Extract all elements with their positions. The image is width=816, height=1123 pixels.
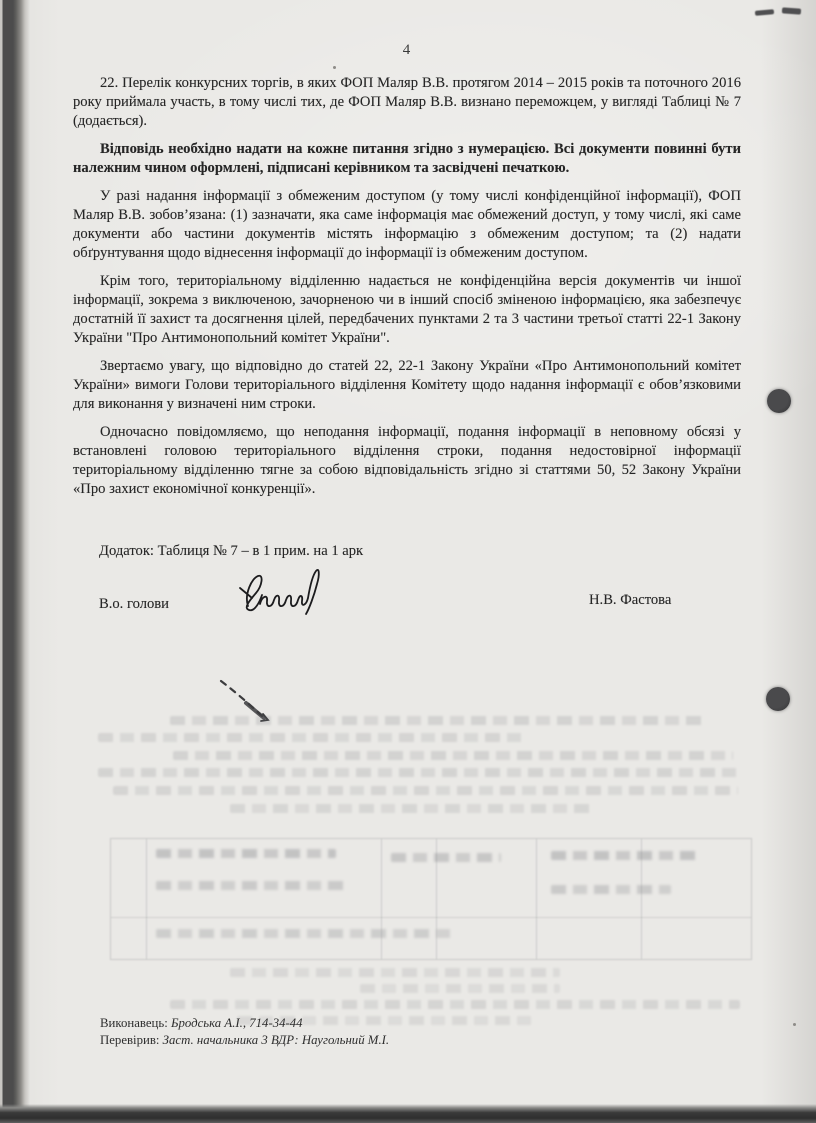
body-paragraph: 22. Перелік конкурсних торгів, в яких ФОП Маляр В.В. протягом 2014 – 2015 років та поточного 2016 року приймала участь, в тому числі тих, де ФОП Маляр В.В. визнано переможцем, у вигляді Таблиці № 7 (додається). [73,75,741,129]
bleedthrough-line [170,1000,740,1009]
body-paragraph: Звертаємо увагу, що відповідно до статей 22, 22-1 Закону України «Про Антимонопольний комітет України» вимоги Голови територіального відділення Комітету щодо надання інформації є обов’язковими для виконання у визначені ним строки. [73,358,741,412]
executor-value: Бродська А.І., 714-34-44 [170,1016,303,1030]
signatory-name: Н.В. Фастова [589,592,672,608]
corner-pen-mark [755,9,774,16]
signatory-position-label: В.о. голови [99,596,169,612]
body-paragraph: Одночасно повідомляємо, що неподання інформації, подання інформації в неповному обсязі у встановлені головою територіального відділення строки, подання недостовірної інформації територіальному відділенню тягне за собою відповідальність згідно зі статтями 50, 52 Закону України «Про захист економічної конкуренції». [73,424,741,497]
scan-speck [793,1023,796,1026]
bleedthrough-line [98,768,738,777]
scan-edge-bottom [0,1104,816,1123]
body-paragraph-bold: Відповідь необхідно надати на кожне питання згідно з нумерацією. Всі документи повинні бути належним чином оформлені, підписані керівником та засвідчені печаткою. [73,141,741,176]
corner-pen-mark [782,7,801,14]
bleedthrough-line [230,804,595,813]
bleedthrough-line [360,984,560,993]
bleedthrough-line [173,751,733,760]
scan-speck [333,66,336,69]
bleedthrough-line [230,968,560,977]
hole-punch-mark [766,687,790,711]
bleedthrough-line [113,786,738,795]
bleedthrough-line [170,716,705,725]
scan-edge-left [0,0,30,1123]
signature-scribble [236,566,328,624]
bleedthrough-line [98,733,528,742]
footer-checker-line [100,1032,389,1049]
checker-value: Заст. начальника 3 ВДР: Наугольний М.І. [162,1032,390,1047]
footer-executor-line [100,1015,389,1032]
pen-dash-mark [218,678,288,740]
executor-label: Виконавець: [100,1016,168,1030]
footer-block [100,1015,389,1048]
body-paragraph: У разі надання інформації з обмеженим доступом (у тому числі конфіденційної інформації), ФОП Маляр В.В. зобов’язана: (1) зазначати, яка саме інформація має обмежений доступ, у тому числі, які саме документи або частини документів містять інформацію з обмеженим доступом; та (2) надати обґрунтування щодо віднесення інформації до інформації із обмеженим доступом. [73,188,741,261]
attachment-line: Додаток: Таблиця № 7 – в 1 прим. на 1 арк [99,543,364,559]
checker-label: Перевірив: [100,1032,160,1047]
body-paragraph: Крім того, територіальному відділенню надається не конфіденційна версія документів чи іншої інформації, зокрема з виключеною, зачорненою чи в інший спосіб зміненою інформацією, яка забезпечує достатній її захист та досягнення цілей, передбачених пунктами 2 та 3 частини третьої статті 22-1 Закону України "Про Антимонопольний комітет України". [73,273,741,346]
hole-punch-mark [767,389,791,413]
bleedthrough-table [110,838,752,960]
document-body [73,74,741,508]
page-number: 4 [402,42,412,58]
